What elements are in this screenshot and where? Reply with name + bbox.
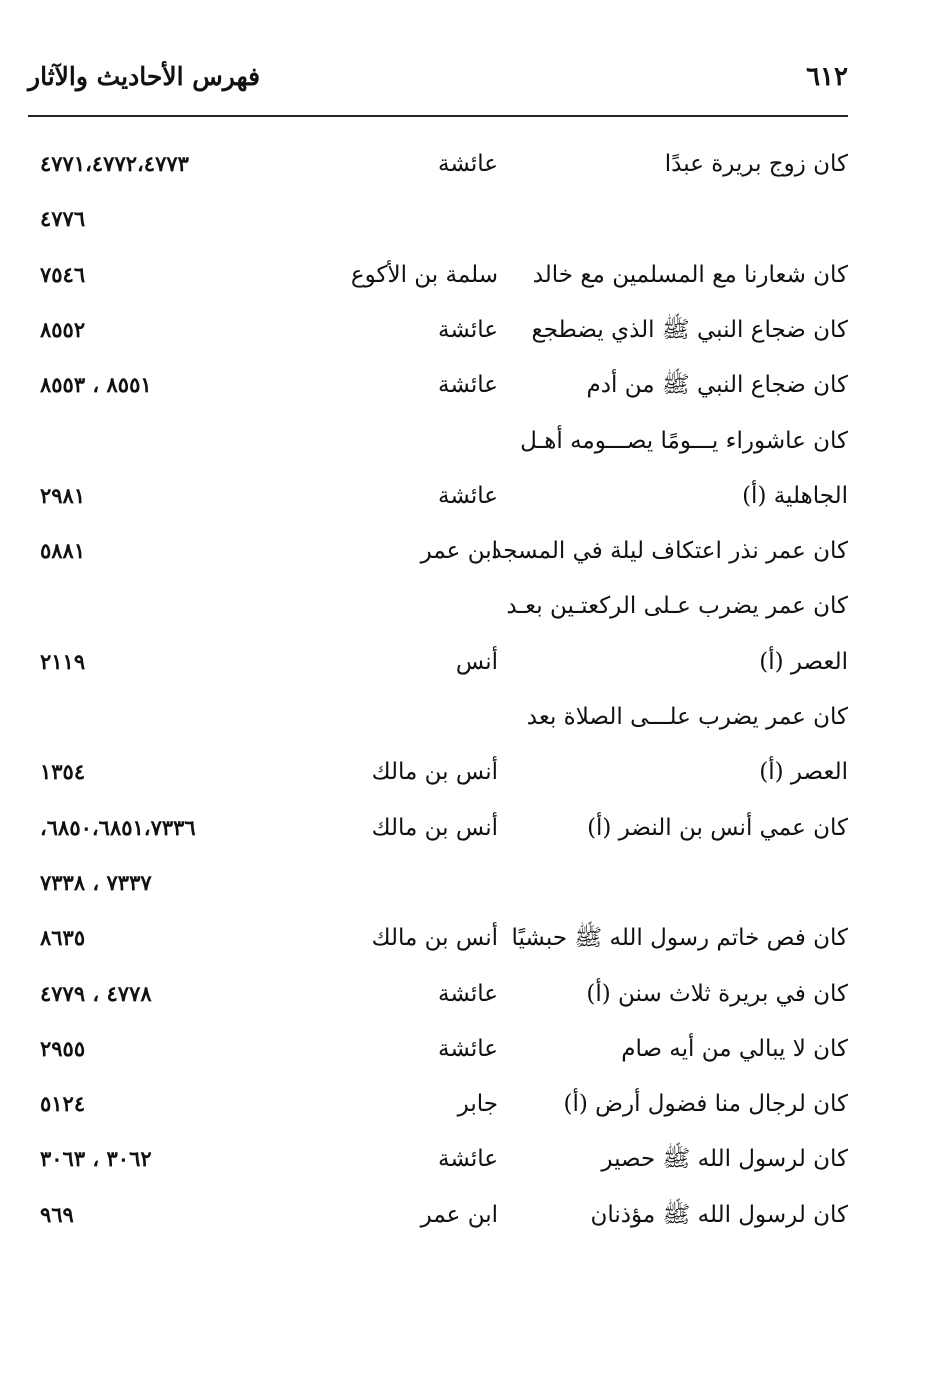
hadith-numbers: ٨٦٣٥	[40, 925, 86, 950]
hadith-numbers: ٩٦٩	[40, 1202, 74, 1227]
narrator: أنس بن مالك	[371, 759, 498, 785]
index-entry	[40, 642, 848, 682]
narrator: عائشة	[438, 483, 498, 509]
narrator: عائشة	[438, 981, 498, 1007]
hadith-text: كان لرجال منا فضول أرض (أ)	[563, 1091, 848, 1117]
header-rule	[28, 115, 848, 117]
index-entry	[40, 1139, 848, 1179]
index-entry	[40, 310, 848, 350]
hadith-text: كان ضجاع النبي ﷺ الذي يضطجع	[531, 317, 848, 343]
index-entry	[40, 255, 848, 295]
hadith-text: العصر (أ)	[759, 649, 848, 675]
narrator: عائشة	[438, 317, 498, 343]
hadith-numbers: ٤٧٧١،٤٧٧٢،٤٧٧٣	[40, 151, 189, 176]
narrator: عائشة	[438, 372, 498, 398]
narrator: عائشة	[438, 151, 498, 177]
index-entry	[40, 1195, 848, 1235]
index-entry	[40, 144, 848, 184]
index-entry	[40, 808, 848, 848]
index-entry	[40, 531, 848, 571]
page-number: ٦١٢	[806, 62, 848, 92]
narrator: ابن عمر	[420, 538, 498, 564]
index-entry	[40, 752, 848, 792]
hadith-text: كان عمر نذر اعتكاف ليلة في المسجد	[491, 538, 848, 564]
narrator: أنس	[455, 649, 498, 675]
narrator: جابر	[457, 1091, 498, 1117]
index-entry	[40, 863, 848, 903]
hadith-text: كان عمر يضرب عـلى الركعتـين بعـد	[506, 593, 848, 619]
hadith-text: كان فص خاتم رسول الله ﷺ حبشيًا	[511, 925, 848, 951]
hadith-numbers: ٧٥٤٦	[40, 262, 86, 287]
index-entry	[40, 697, 848, 737]
hadith-numbers: ٢٩٥٥	[40, 1036, 86, 1061]
index-entry	[40, 1029, 848, 1069]
index-entry	[40, 918, 848, 958]
hadith-numbers: ٧٣٣٧ ، ٧٣٣٨	[40, 870, 152, 895]
hadith-text: كان ضجاع النبي ﷺ من أدم	[586, 372, 848, 398]
hadith-text: الجاهلية (أ)	[742, 483, 848, 509]
hadith-text: كان عمر يضرب علـــى الصلاة بعد	[526, 704, 848, 730]
hadith-text: كان شعارنا مع المسلمين مع خالد	[532, 262, 848, 288]
hadith-text: كان لرسول الله ﷺ حصير	[601, 1146, 848, 1172]
hadith-numbers: ٦٨٥٠،٦٨٥١،٧٣٣٦،	[40, 815, 196, 840]
running-title: فهرس الأحاديث والآثار	[28, 62, 261, 91]
hadith-text: العصر (أ)	[759, 759, 848, 785]
page-header	[28, 62, 848, 108]
hadith-numbers: ٤٧٧٦	[40, 206, 86, 231]
narrator: أنس بن مالك	[371, 815, 498, 841]
narrator: عائشة	[438, 1146, 498, 1172]
hadith-numbers: ٥١٢٤	[40, 1091, 86, 1116]
hadith-numbers: ١٣٥٤	[40, 759, 86, 784]
hadith-numbers: ٥٨٨١	[40, 538, 86, 563]
narrator: سلمة بن الأكوع	[350, 262, 498, 288]
narrator: ابن عمر	[420, 1202, 498, 1228]
hadith-text: كان لا يبالي من أيه صام	[621, 1036, 848, 1062]
index-entry	[40, 421, 848, 461]
hadith-text: كان عمي أنس بن النضر (أ)	[587, 815, 848, 841]
hadith-numbers: ٤٧٧٨ ، ٤٧٧٩	[40, 981, 152, 1006]
hadith-numbers: ٢١١٩	[40, 649, 86, 674]
hadith-numbers: ٨٥٥٢	[40, 317, 86, 342]
index-entry	[40, 586, 848, 626]
index-entry	[40, 476, 848, 516]
hadith-text: كان لرسول الله ﷺ مؤذنان	[590, 1202, 848, 1228]
narrator: عائشة	[438, 1036, 498, 1062]
hadith-numbers: ٨٥٥١ ، ٨٥٥٣	[40, 372, 152, 397]
hadith-numbers: ٣٠٦٢ ، ٣٠٦٣	[40, 1146, 152, 1171]
hadith-text: كان زوج بريرة عبدًا	[664, 151, 848, 177]
hadith-text: كان في بريرة ثلاث سنن (أ)	[586, 981, 848, 1007]
hadith-text: كان عاشوراء يـــومًا يصـــومه أهـل	[520, 428, 848, 454]
hadith-numbers: ٢٩٨١	[40, 483, 86, 508]
index-entry	[40, 199, 848, 239]
narrator: أنس بن مالك	[371, 925, 498, 951]
index-entry	[40, 365, 848, 405]
index-entry	[40, 1084, 848, 1124]
index-entry	[40, 974, 848, 1014]
